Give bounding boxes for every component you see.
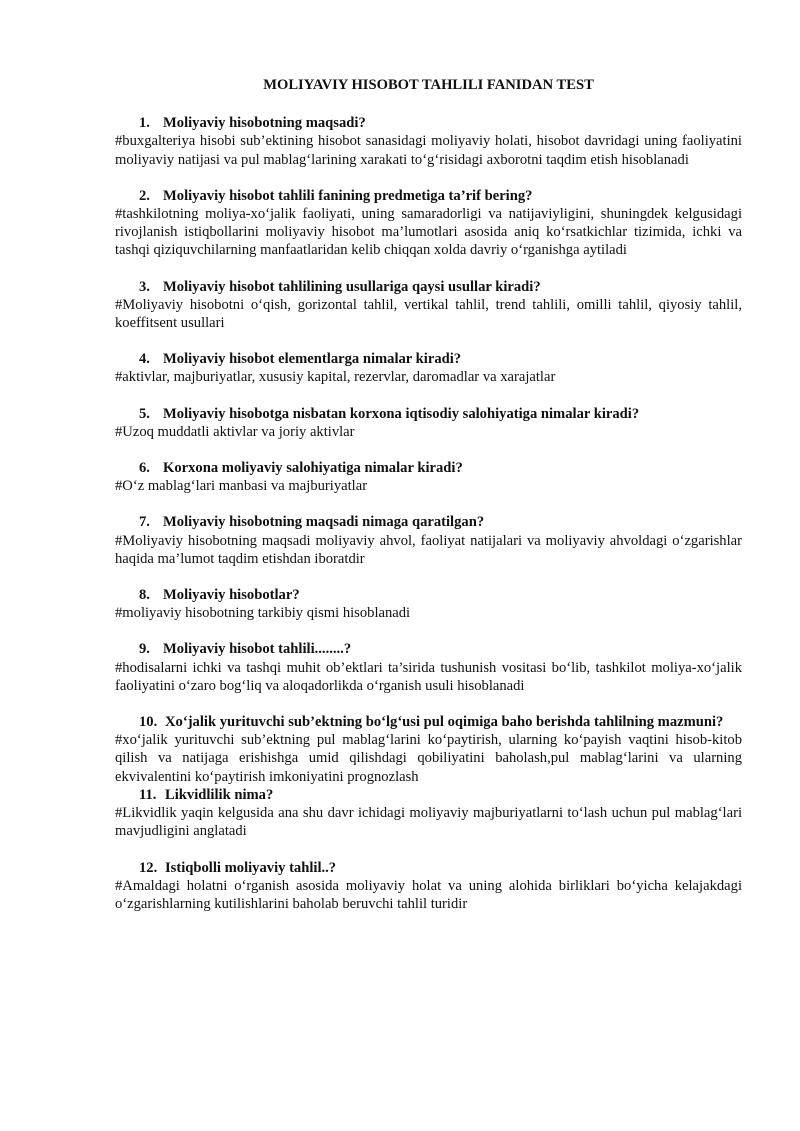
answer-text: #Uzoq muddatli aktivlar va joriy aktivlar: [115, 423, 355, 440]
question: [115, 513, 742, 531]
question-text: Xo‘jalik yurituvchi sub’ektning bo‘lg‘usi pul oqimiga baho berishda tahlilning mazmuni?: [165, 714, 724, 731]
question-number: 12.: [139, 859, 158, 876]
question: [115, 405, 742, 423]
question: [115, 350, 742, 368]
question-text: Korxona moliyaviy salohiyatiga nimalar kiradi?: [163, 460, 463, 477]
question: [115, 713, 742, 731]
test-item-8: [115, 586, 742, 622]
answer-text: #buxgalteriya hisobi sub’ektining hisobot sanasidagi moliyaviy holati, hisobot davridagi uning faoliyatini moliyaviy natijasi va pul mablag‘larining xarakati to‘g‘risidagi axborotni taqdim etish hisoblanadi: [115, 133, 742, 168]
answer-text: #moliyaviy hisobotning tarkibiy qismi hisoblanadi: [115, 605, 411, 622]
test-item-10: [115, 713, 742, 786]
test-item-4: [115, 350, 742, 386]
test-item-3: [115, 278, 742, 333]
question: [115, 859, 742, 877]
answer-text: #Moliyaviy hisobotning maqsadi moliyaviy ahvol, faoliyat natijalari va moliyaviy ahvoldagi o‘zgarishlar haqida ma’lumot taqdim etishdan iboratdir: [115, 532, 742, 567]
test-item-7: [115, 513, 742, 568]
question: [115, 278, 742, 296]
question-number: 3.: [139, 278, 150, 295]
question: [115, 114, 742, 132]
question-number: 7.: [139, 514, 150, 531]
test-item-12: [115, 859, 742, 914]
question-text: Moliyaviy hisobot tahlili fanining predmetiga ta’rif bering?: [163, 187, 533, 204]
question-number: 8.: [139, 587, 150, 604]
question-number: 6.: [139, 460, 150, 477]
question: [115, 640, 742, 658]
question-text: Moliyaviy hisobot elementlarga nimalar kiradi?: [163, 351, 462, 368]
question: [115, 786, 742, 804]
answer-text: #tashkilotning moliya-xo‘jalik faoliyati, uning samaradorligi va natijaviyligini, shuningdek kelgusidagi rivojlanish istiqbollarini moliyaviy hisobot ma’lumotlari asosida aniq ko‘rsatkichlar tizimida, ichki va tashqi qiziquvchilarning manfaatlaridan kelib chiqqan xolda davriy o‘rganishga aytiladi: [115, 206, 742, 259]
answer-text: #Amaldagi holatni o‘rganish asosida moliyaviy holat va uning alohida birliklari bo‘yicha kelajakdagi o‘zgarishlarning kutilishlarini baholab beruvchi tahlil turidir: [115, 877, 742, 912]
test-item-9: [115, 640, 742, 695]
answer-text: #Likvidlik yaqin kelgusida ana shu davr ichidagi moliyaviy majburiyatlarni to‘lash uchun pul mablag‘lari mavjudligini anglatadi: [115, 805, 742, 840]
question-number: 4.: [139, 351, 150, 368]
question: [115, 459, 742, 477]
question-text: Istiqbolli moliyaviy tahlil..?: [165, 859, 337, 876]
document-page: [115, 72, 742, 931]
answer-text: #aktivlar, majburiyatlar, xususiy kapital, rezervlar, daromadlar va xarajatlar: [115, 369, 556, 386]
question-text: Likvidlilik nima?: [165, 786, 274, 803]
question-text: Moliyaviy hisobotning maqsadi?: [163, 115, 366, 132]
test-item-6: [115, 459, 742, 495]
answer-text: #O‘z mablag‘lari manbasi va majburiyatlar: [115, 478, 368, 495]
answer-text: #Moliyaviy hisobotni o‘qish, gorizontal tahlil, vertikal tahlil, trend tahlili, omilli tahlil, qiyosiy tahlil, koeffitsent usullari: [115, 296, 742, 332]
answer-text: #xo‘jalik yurituvchi sub’ektning pul mablag‘larini ko‘paytirish, ularning ko‘payish vaqtini hisob-kitob qilish va natijaga erishishga umid qilishdagi qobiliyatini baholash,pul mablag‘larini va ularning ekvivalentini ko‘paytirish imkoniyatini prognozlash: [115, 732, 742, 785]
question-text: Moliyaviy hisobotning maqsadi nimaga qaratilgan?: [163, 514, 485, 531]
question-text: Moliyaviy hisobot tahlilining usullariga qaysi usullar kiradi?: [163, 278, 541, 295]
question: [115, 187, 742, 205]
question-number: 11.: [139, 786, 157, 803]
question-text: Moliyaviy hisobotlar?: [163, 587, 300, 604]
question-number: 9.: [139, 641, 150, 658]
question-text: Moliyaviy hisobot tahlili........?: [163, 641, 352, 658]
document-title: MOLIYAVIY HISOBOT TAHLILI FANIDAN TEST: [263, 77, 594, 93]
answer-text: #hodisalarni ichki va tashqi muhit ob’ektlari ta’sirida tushunish vositasi bo‘lib, tashkilot moliya-xo‘jalik faoliyatini o‘zaro bog‘liq va aloqadorlikda o‘rganish usuli hisoblanadi: [115, 659, 742, 694]
test-item-2: [115, 187, 742, 260]
question-number: 5.: [139, 405, 150, 422]
question-text: Moliyaviy hisobotga nisbatan korxona iqtisodiy salohiyatiga nimalar kiradi?: [163, 405, 640, 422]
question-number: 1.: [139, 115, 150, 132]
question-number: 2.: [139, 187, 150, 204]
test-item-5: [115, 405, 742, 441]
test-item-1: [115, 114, 742, 169]
test-item-11: [115, 786, 742, 841]
question: [115, 586, 742, 604]
question-number: 10.: [139, 714, 158, 731]
